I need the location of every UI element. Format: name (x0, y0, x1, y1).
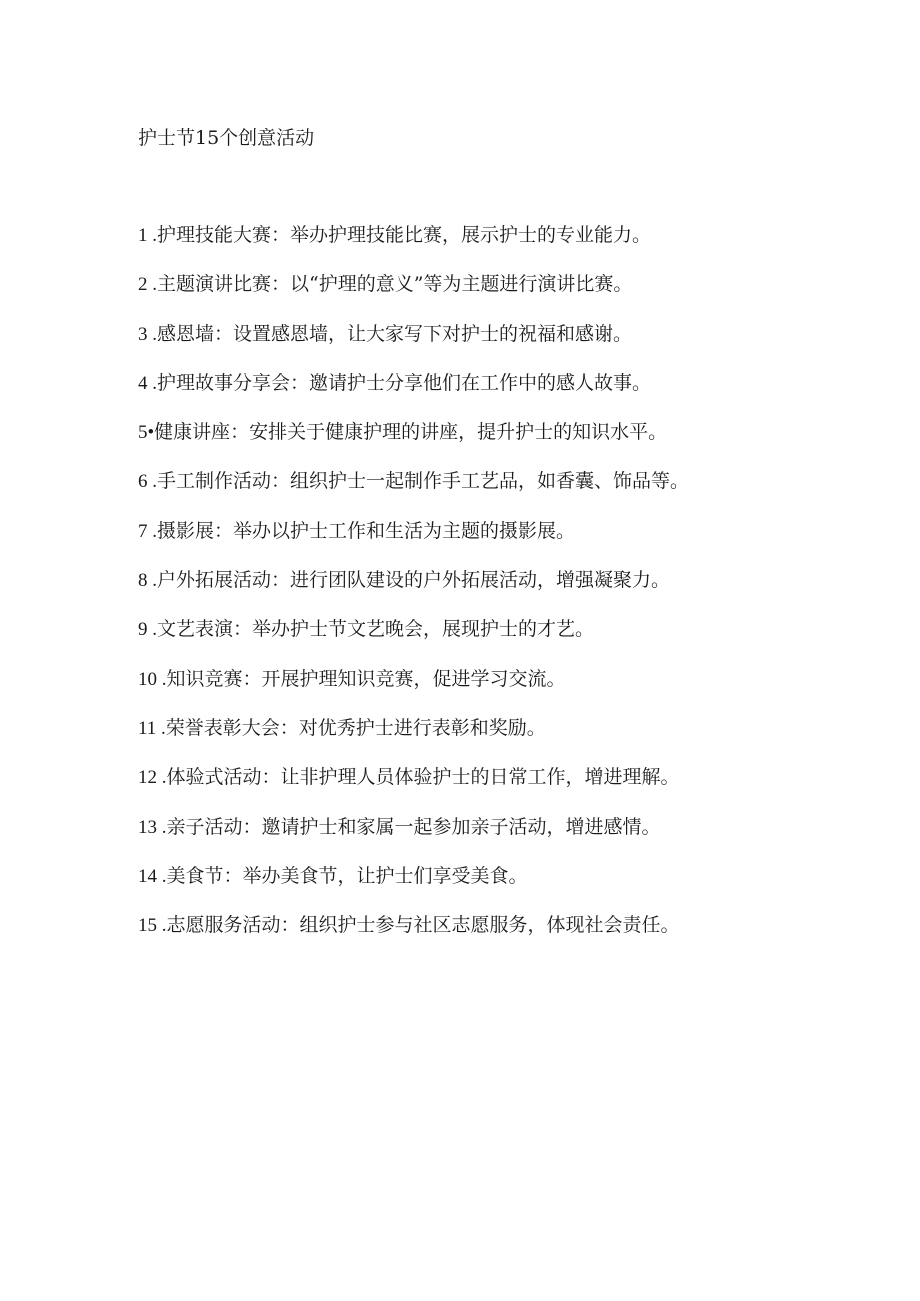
item-separator: . (147, 471, 157, 493)
item-number: 15 (138, 915, 157, 937)
activity-item (138, 267, 898, 316)
item-number: 9 (138, 619, 148, 641)
item-text: 体验式活动：让非护理人员体验护士的日常工作，增进理解。 (166, 766, 680, 789)
activity-item (138, 317, 898, 366)
item-separator: • (147, 422, 155, 444)
item-separator: . (156, 717, 166, 739)
item-number: 8 (138, 570, 148, 592)
activity-item (138, 218, 898, 267)
item-number: 7 (138, 520, 148, 542)
item-separator: . (147, 619, 157, 641)
item-separator: . (157, 865, 167, 887)
item-number: 3 (138, 323, 148, 345)
activity-item (138, 760, 898, 809)
activity-item (138, 415, 898, 464)
item-separator: . (157, 767, 167, 789)
item-number: 6 (138, 471, 148, 493)
item-separator: . (147, 520, 157, 542)
item-separator: . (147, 570, 157, 592)
item-number: 13 (138, 816, 157, 838)
item-separator: . (157, 816, 167, 838)
item-text: 护理技能大赛：举办护理技能比赛，展示护士的专业能力。 (157, 224, 652, 246)
activity-item (138, 612, 898, 661)
item-text: 主题演讲比赛：以“护理的意义”等为主题进行演讲比赛。 (157, 273, 633, 296)
item-text: 健康讲座：安排关于健康护理的讲座，提升护士的知识水平。 (154, 421, 668, 444)
item-text: 手工制作活动：组织护士一起制作手工艺品，如香囊、饰品等。 (157, 470, 690, 493)
item-separator: . (147, 372, 157, 394)
item-separator: . (147, 323, 157, 345)
item-text: 摄影展：举办以护士工作和生活为主题的摄影展。 (157, 519, 576, 542)
document-title: 护士节15个创意活动 (138, 127, 315, 149)
item-number: 10 (138, 668, 157, 690)
item-text: 感恩墙：设置感恩墙，让大家写下对护士的祝福和感谢。 (157, 322, 633, 345)
item-text: 志愿服务活动：组织护士参与社区志愿服务，体现社会责任。 (166, 914, 680, 937)
item-number: 11 (138, 717, 157, 739)
item-number: 4 (138, 372, 148, 394)
item-separator: . (157, 915, 167, 937)
item-text: 荣誉表彰大会：对优秀护士进行表彰和奖励。 (165, 716, 546, 739)
activity-item (138, 908, 898, 957)
item-number: 12 (138, 767, 157, 789)
activity-item (138, 711, 898, 760)
item-separator: . (147, 225, 157, 246)
activity-item (138, 464, 898, 513)
item-text: 文艺表演：举办护士节文艺晚会，展现护士的才艺。 (157, 618, 595, 641)
item-separator: . (157, 668, 167, 690)
item-number: 14 (138, 865, 157, 887)
activity-item (138, 563, 898, 612)
item-text: 美食节：举办美食节，让护士们享受美食。 (166, 864, 528, 887)
item-number: 5 (138, 422, 148, 444)
activity-item (138, 662, 898, 711)
item-text: 户外拓展活动：进行团队建设的户外拓展活动，增强凝聚力。 (157, 569, 671, 592)
item-separator: . (147, 274, 157, 296)
activity-list (138, 218, 898, 957)
activity-item (138, 514, 898, 563)
item-text: 护理故事分享会：邀请护士分享他们在工作中的感人故事。 (157, 371, 652, 394)
item-number: 2 (138, 274, 148, 296)
item-text: 知识竞赛：开展护理知识竞赛，促进学习交流。 (166, 667, 566, 690)
activity-item (138, 366, 898, 415)
item-text: 亲子活动：邀请护士和家属一起参加亲子活动，增进感情。 (166, 815, 661, 838)
activity-item (138, 810, 898, 859)
item-number: 1 (138, 225, 148, 246)
activity-item (138, 859, 898, 908)
